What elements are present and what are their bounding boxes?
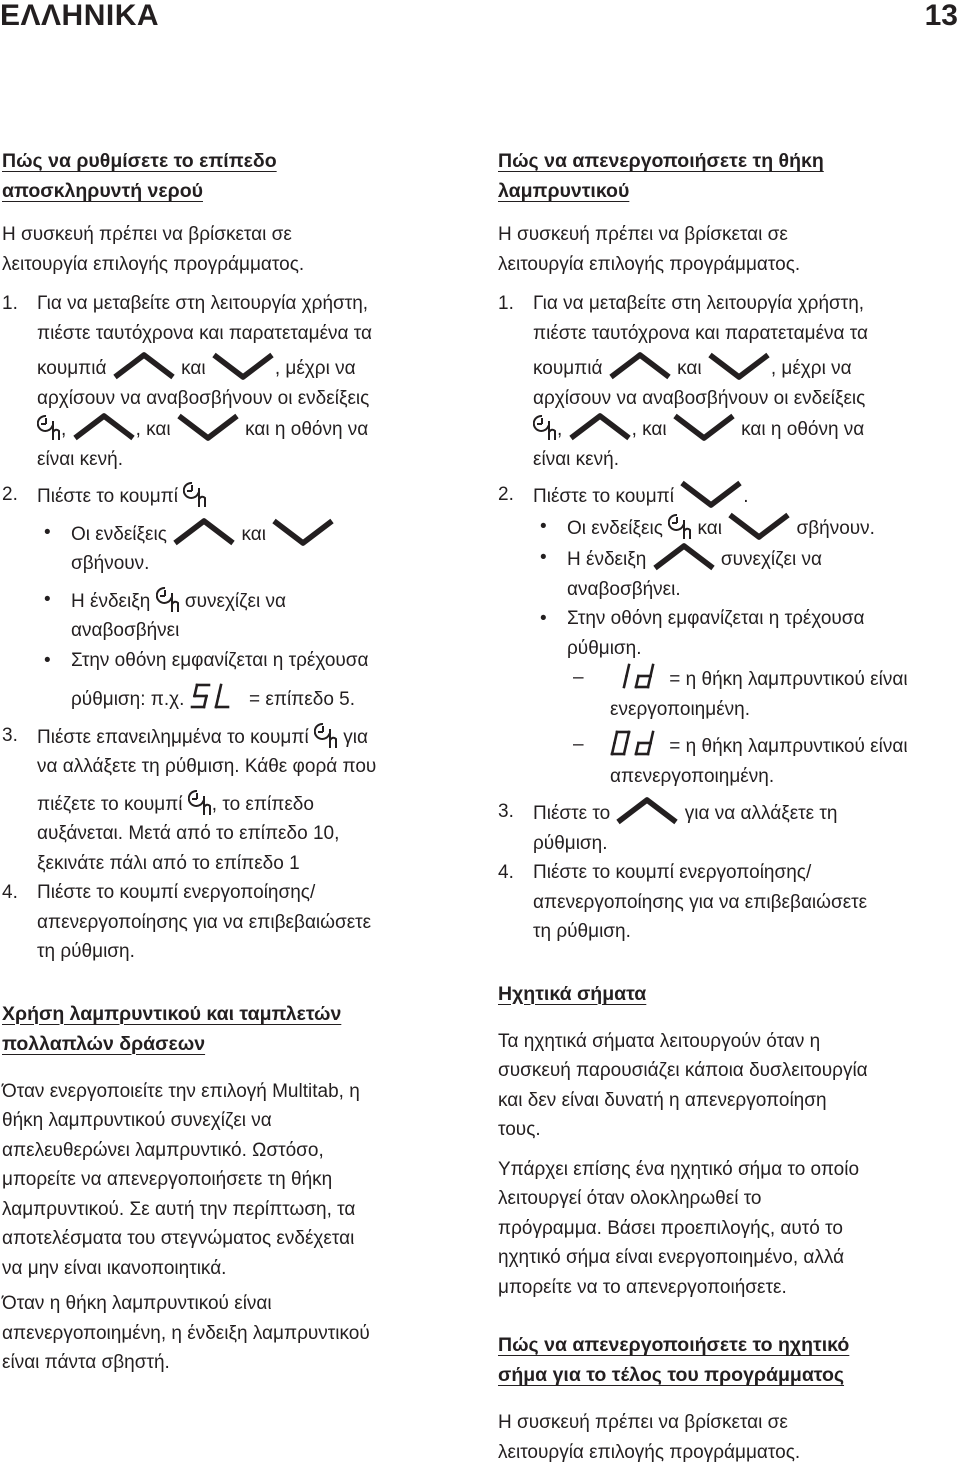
sound-paragraph-2: [498, 1155, 960, 1303]
text-line: αποτελέσματα του στεγνώματος ενδέχεται: [2, 1228, 355, 1249]
chevron-up-icon: [568, 413, 632, 441]
step-2: 2. Πιέστε το κουμπί .: [498, 480, 960, 512]
chevron-down-icon: [211, 352, 275, 380]
chevron-down-icon: [727, 512, 791, 540]
chevron-up-icon: [172, 518, 236, 546]
page-header: [0, 0, 960, 36]
text-line: Όταν η θήκη λαμπρυντικού είναι: [2, 1293, 272, 1314]
text-line: λειτουργία επιλογής προγράμματος.: [498, 1441, 801, 1463]
text-line: ηχητικό σήμα είναι ενεργοποιημένο, αλλά: [498, 1247, 845, 1268]
display-1d: [610, 663, 664, 691]
step-4: 4. Πιέστε το κουμπί ενεργοποίησης/ απενεργοποίησης για να επιβεβαιώσετε τη ρύθμιση.: [2, 882, 372, 962]
chevron-up-icon: [112, 352, 176, 380]
intro-text: Η συσκευή πρέπει να βρίσκεται σε λειτουργία επιλογής προγράμματος.: [2, 224, 305, 275]
section-title-end-signal: Πώς να απενεργοποιήσετε το ηχητικό σήμα για το τέλος του προγράμματος: [498, 1334, 850, 1386]
chevron-down-icon: [679, 480, 743, 508]
bullet-indicators-off: • Οι ενδείξεις και σβήνουν.: [498, 512, 960, 544]
intro-text: Η συσκευή πρέπει να βρίσκεται σε λειτουργία επιλογής προγράμματος.: [498, 224, 801, 275]
bullet-indicator-flashing: • Η ένδειξη συνεχίζει να αναβοσβήνει.: [498, 543, 960, 604]
chevron-up-icon: [652, 543, 716, 571]
text-line: να μην είναι ικανοποιητικά.: [2, 1257, 227, 1279]
dash-rinse-aid-on: – = η θήκη λαμπρυντικού είναι ενεργοποιημένη.: [498, 663, 960, 724]
chevron-up-icon: [615, 797, 679, 825]
chevron-down-icon: [271, 518, 335, 546]
sound-paragraph-1: [498, 1027, 960, 1145]
dash-rinse-aid-off: – = η θήκη λαμπρυντικού είναι απενεργοποιημένη.: [498, 730, 960, 791]
water-hardness-icon: [183, 480, 207, 508]
step-3: 3. Πιέστε επανειλημμένα το κουμπί για να αλλάξετε τη ρύθμιση. Κάθε φορά που πιέζετε το κουμπί , το επίπεδο αυξάνεται. Μετά από το επίπεδο 10, ξεκινάτε πάλι από το επίπεδο 1: [2, 721, 462, 879]
section-title-sound-signals: Ηχητικά σήματα: [498, 982, 647, 1005]
text-line: Όταν ενεργοποιείτε την επιλογή Multitab, η: [2, 1080, 360, 1102]
bullet-display-setting: • Στην οθόνη εμφανίζεται η τρέχουσα ρύθμιση.: [540, 608, 865, 659]
chevron-up-icon: [608, 352, 672, 380]
page-number: 13: [924, 0, 958, 32]
section-title-multitab: Χρήση λαμπρυντικού και ταμπλετών πολλαπλών δράσεων: [2, 1002, 342, 1055]
text-line: απελευθερώνει λαμπρυντικό. Ωστόσο,: [2, 1139, 324, 1161]
water-hardness-icon: [533, 413, 557, 441]
text-line: πρόγραμμα. Βάσει προεπιλογής, αυτό το: [498, 1217, 843, 1239]
step-2: 2. Πιέστε το κουμπί: [2, 480, 462, 512]
water-hardness-icon: [314, 721, 338, 749]
text-line: θήκη λαμπρυντικού συνεχίζει να: [2, 1110, 272, 1131]
text-line: είναι πάντα σβηστή.: [2, 1352, 170, 1373]
step-1: 1. Για να μεταβείτε στη λειτουργία χρήστη, πιέστε ταυτόχρονα και παρατεταμένα τα κουμπιά και , μέχρι να αρχίσουν να αναβοσβήνουν οι ενδείξεις , , και και η οθόνη να είναι κενή.: [498, 293, 869, 470]
bullet-display-setting: • Στην οθόνη εμφανίζεται η τρέχουσα ρύθμιση: π.χ. = επίπεδο 5.: [44, 649, 369, 710]
bullet-indicators-off: • Οι ενδείξεις και σβήνουν.: [2, 518, 462, 579]
water-hardness-icon: [668, 512, 692, 540]
text-line: Υπάρχει επίσης ένα ηχητικό σήμα το οποίο: [498, 1158, 860, 1180]
left-column: [2, 146, 462, 1378]
language-heading: ΕΛΛΗΝΙΚΑ: [0, 0, 160, 32]
end-signal-paragraph: [498, 1408, 960, 1467]
text-line: μπορείτε να το απενεργοποιήσετε.: [498, 1276, 787, 1298]
right-column: [498, 146, 960, 1467]
multitab-paragraph-2: [2, 1289, 462, 1378]
step-3: 3. Πιέστε το για να αλλάξετε τη ρύθμιση.: [498, 797, 960, 858]
step-4: 4. Πιέστε το κουμπί ενεργοποίησης/ απενεργοποίησης για να επιβεβαιώσετε τη ρύθμιση.: [498, 862, 868, 942]
text-line: και δεν είναι δυνατή η απενεργοποίηση: [498, 1089, 827, 1111]
water-hardness-icon: [156, 585, 180, 613]
text-line: λειτουργεί όταν ολοκληρωθεί το: [498, 1188, 762, 1209]
text-line: λαμπρυντικού. Σε αυτή την περίπτωση, τα: [2, 1198, 356, 1220]
chevron-down-icon: [707, 352, 771, 380]
chevron-down-icon: [672, 413, 736, 441]
text-line: Τα ηχητικά σήματα λειτουργούν όταν η: [498, 1030, 821, 1052]
text-line: Η συσκευή πρέπει να βρίσκεται σε: [498, 1412, 788, 1433]
water-hardness-icon: [37, 413, 61, 441]
water-hardness-icon: [188, 788, 212, 816]
text-line: απενεργοποιημένη, η ένδειξη λαμπρυντικού: [2, 1322, 370, 1344]
multitab-paragraph-1: [2, 1077, 462, 1284]
section-title-water-softener: Πώς να ρυθμίσετε το επίπεδο αποσκληρυντή νερού: [2, 150, 277, 202]
display-level-5: [190, 683, 244, 711]
display-0d: [610, 730, 664, 758]
chevron-down-icon: [176, 413, 240, 441]
step-1: 1. Για να μεταβείτε στη λειτουργία χρήστη, πιέστε ταυτόχρονα και παρατεταμένα τα κουμπιά και , μέχρι να αρχίσουν να αναβοσβήνουν οι ενδείξεις , , και και η οθόνη να είναι κενή.: [2, 293, 373, 470]
text-line: συσκευή παρουσιάζει κάποια δυσλειτουργία: [498, 1060, 868, 1081]
section-title-rinse-aid: Πώς να απενεργοποιήσετε τη θήκη λαμπρυντικού: [498, 150, 824, 202]
bullet-indicator-flashing: • Η ένδειξη συνεχίζει να αναβοσβήνει: [2, 585, 462, 646]
text-line: μπορείτε να απενεργοποιήσετε τη θήκη: [2, 1169, 333, 1190]
text-line: τους.: [498, 1119, 541, 1140]
chevron-up-icon: [72, 413, 136, 441]
